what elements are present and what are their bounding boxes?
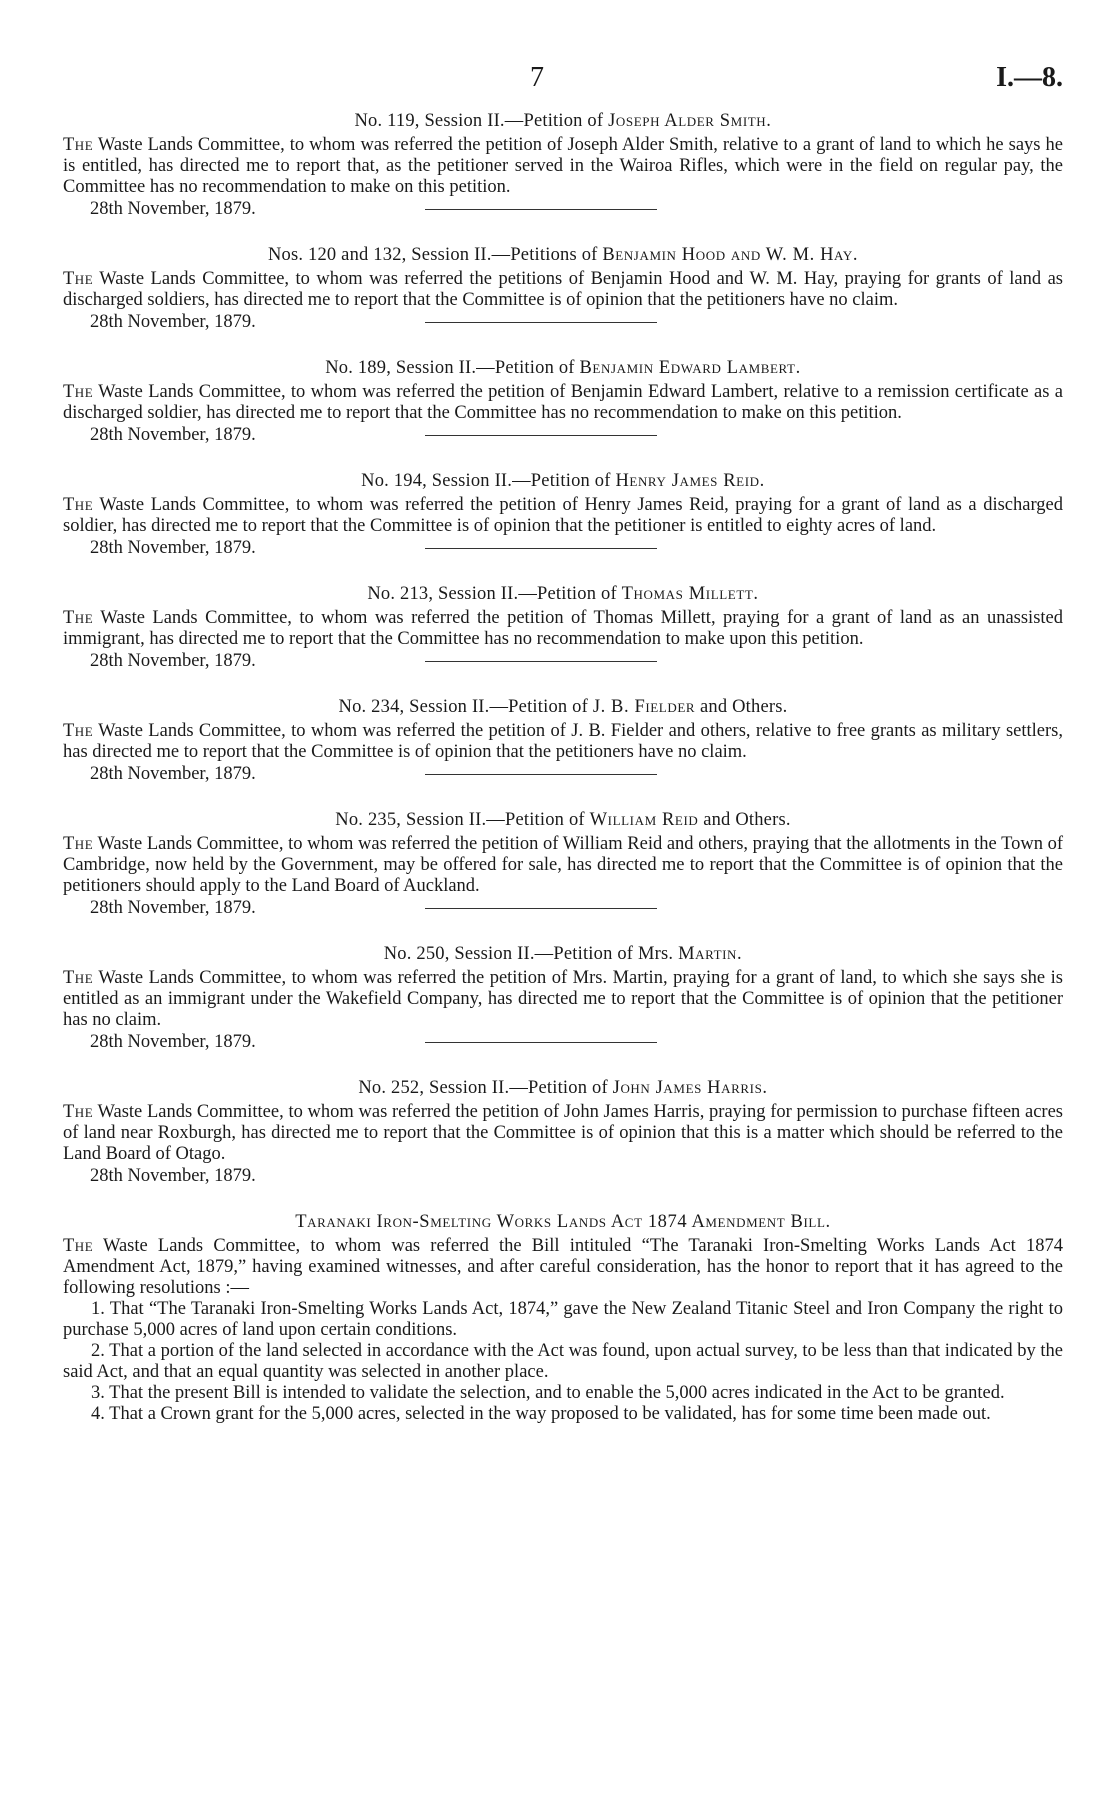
petition-date: 28th November, 1879. [90,763,1063,785]
section-divider [425,209,657,210]
resolution-item: 1. That “The Taranaki Iron-Smelting Works Lands Act, 1874,” gave the New Zealand Titanic Steel and Iron Company the right to purchase 5,000 acres of land upon certain conditions. [63,1299,1063,1340]
petition-date: 28th November, 1879. [90,424,1063,446]
petition-title: No. 234, Session II.—Petition of J. B. Fielder and Others. [338,697,788,717]
bill-title: Taranaki Iron-Smelting Works Lands Act 1874 Amendment Bill. [295,1212,831,1232]
petitioner-name: Thomas Millett. [621,584,759,604]
petitioner-name: Benjamin Edward Lambert. [579,358,801,378]
petition-body: The Waste Lands Committee, to whom was referred the petition of Joseph Alder Smith, relative to a grant of land to which he says he is entitled, has directed me to report that, as the petitioner served in the Wairoa Rifles, which were in the field on regular pay, the Committee has no recommendation to make on this petition. [63,135,1063,197]
petition-body: The Waste Lands Committee, to whom was referred the petition of Thomas Millett, praying for a grant of land as an unassisted immigrant, has directed me to report that the Committee has no recommendation to make upon this petition. [63,608,1063,649]
petition-section [63,357,1063,446]
petition-title: No. 235, Session II.—Petition of William Reid and Others. [335,810,791,830]
petition-body: The Waste Lands Committee, to whom was referred the petition of William Reid and others, praying that the allotments in the Town of Cambridge, now held by the Government, may be offered for sale, has directed me to report that the Committee is of opinion that the petitioners should apply to the Land Board of Auckland. [63,834,1063,896]
petition-date: 28th November, 1879. [90,311,1063,333]
petition-body: The Waste Lands Committee, to whom was referred the petition of Mrs. Martin, praying for a grant of land, to which she says she is entitled as an immigrant under the Wakefield Company, has directed me to report that the Committee is of opinion that the petitioner has no claim. [63,968,1063,1030]
section-divider [425,548,657,549]
petition-section [63,696,1063,785]
resolution-item: 2. That a portion of the land selected in accordance with the Act was found, upon actual survey, to be less than that indicated by the said Act, and that an equal quantity was selected in another place. [63,1341,1063,1382]
petition-section [63,583,1063,672]
section-divider [425,661,657,662]
document-page [63,0,1063,1425]
resolution-item: 3. That the present Bill is intended to validate the selection, and to enable the 5,000 acres indicated in the Act to be granted. [91,1383,1005,1403]
petitioner-name: William Reid [589,810,699,830]
section-divider [425,774,657,775]
petition-title: No. 213, Session II.—Petition of Thomas Millett. [367,584,759,604]
petition-date: 28th November, 1879. [90,1031,1063,1053]
bill-section [63,1211,1063,1425]
petition-title: No. 250, Session II.—Petition of Mrs. Martin. [383,944,743,964]
section-divider [425,322,657,323]
petitioner-name: J. B. Fielder [592,697,696,717]
paper-reference: I.—8. [996,62,1063,93]
petitioner-name: Joseph Alder Smith. [608,111,772,131]
petition-section [63,470,1063,559]
petition-body: The Waste Lands Committee, to whom was referred the petition of J. B. Fielder and others, relative to free grants as military settlers, has directed me to report that the Committee is of opinion that the petitioners have no claim. [63,721,1063,762]
page-header [63,0,1063,110]
petition-section [63,110,1063,220]
petition-section [63,943,1063,1053]
petition-title: No. 194, Session II.—Petition of Henry James Reid. [361,471,765,491]
petition-section [63,244,1063,333]
section-divider [425,908,657,909]
petition-date: 28th November, 1879. [90,650,1063,672]
petition-title: No. 119, Session II.—Petition of Joseph Alder Smith. [354,111,772,131]
petitioner-name: Benjamin Hood and W. M. Hay. [602,245,859,265]
petition-title: Nos. 120 and 132, Session II.—Petitions of Benjamin Hood and W. M. Hay. [267,245,859,265]
petitioner-name: Henry James Reid. [615,471,765,491]
petition-date: 28th November, 1879. [90,1166,256,1186]
petition-body: The Waste Lands Committee, to whom was referred the petitions of Benjamin Hood and W. M. Hay, praying for grants of land as discharged soldiers, has directed me to report that the Committee is of opinion that the petitioners have no claim. [63,269,1063,310]
bill-intro: The Waste Lands Committee, to whom was referred the Bill intituled “The Taranaki Iron-Smelting Works Lands Act 1874 Amendment Act, 1879,” having examined witnesses, and after careful consideration, has the honor to report that it has agreed to the following resolutions :— [63,1236,1063,1298]
petition-date: 28th November, 1879. [90,537,1063,559]
petitioner-name: John James Harris. [612,1078,768,1098]
petition-title: No. 189, Session II.—Petition of Benjamin Edward Lambert. [325,358,801,378]
section-divider [425,435,657,436]
petition-section [63,1077,1063,1187]
petitioner-name: Martin. [678,944,743,964]
petition-title: No. 252, Session II.—Petition of John James Harris. [358,1078,768,1098]
petition-date: 28th November, 1879. [90,198,1063,220]
resolution-item: 4. That a Crown grant for the 5,000 acres, selected in the way proposed to be validated, has for some time been made out. [91,1404,991,1424]
section-divider [425,1042,657,1043]
petition-body: The Waste Lands Committee, to whom was referred the petition of Benjamin Edward Lambert, relative to a remission certificate as a discharged soldier, has directed me to report that the Committee has no recommendation to make on this petition. [63,382,1063,423]
petition-body: The Waste Lands Committee, to whom was referred the petition of Henry James Reid, praying for a grant of land as a discharged soldier, has directed me to report that the Committee is of opinion that the petitioner is entitled to eighty acres of land. [63,495,1063,536]
petition-date: 28th November, 1879. [90,897,1063,919]
page-number: 7 [530,62,544,93]
petition-section [63,809,1063,919]
petition-body: The Waste Lands Committee, to whom was referred the petition of John James Harris, praying for permission to purchase fifteen acres of land near Roxburgh, has directed me to report that the Committee is of opinion that this is a matter which should be referred to the Land Board of Otago. [63,1102,1063,1164]
